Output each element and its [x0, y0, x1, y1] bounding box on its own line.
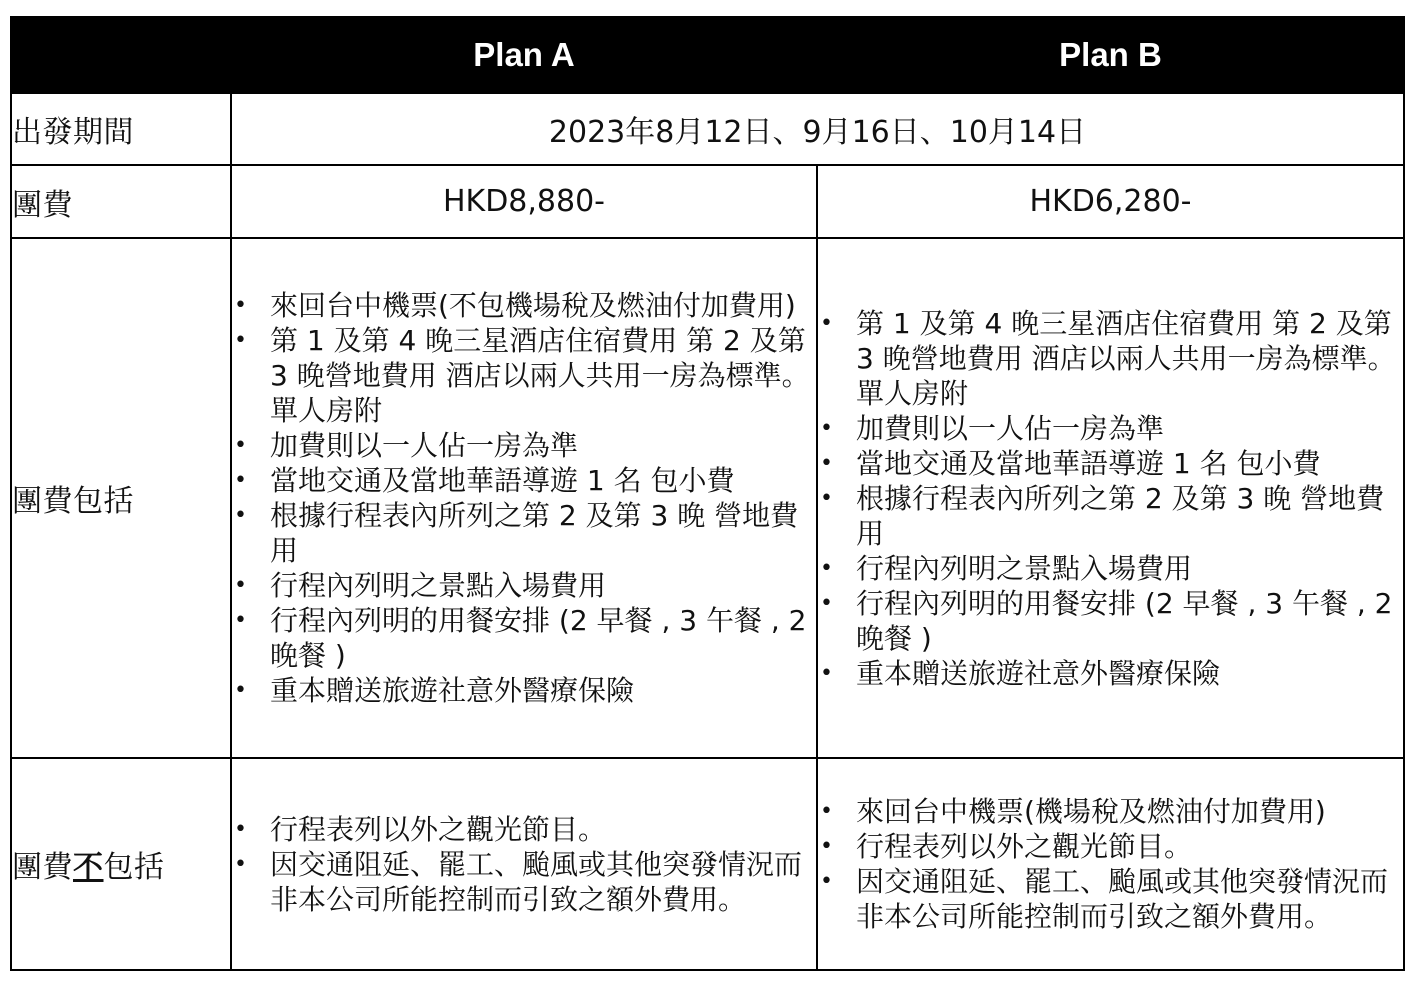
list-item: • 行程內列明之景點入場費用: [818, 551, 1403, 586]
plan-b-header: Plan B: [817, 17, 1404, 93]
excluded-label-prefix: 團費: [12, 850, 73, 885]
header-row: [11, 17, 1404, 93]
list-item: • 因交通阻延、罷工、颱風或其他突發情況而非本公司所能控制而引致之額外費用。: [818, 864, 1403, 934]
list-item: • 第 1 及第 4 晚三星酒店住宿費用 第 2 及第 3 晚營地費用 酒店以兩人共用一房為標準。單人房附: [818, 306, 1403, 411]
list-item: • 當地交通及當地華語導遊 1 名 包小費: [232, 463, 816, 498]
excluded-label-emphasis: 不: [73, 850, 104, 885]
plan-b-included-cell: [817, 238, 1404, 758]
plan-b-excluded-cell: [817, 758, 1404, 970]
list-item: • 來回台中機票(不包機場稅及燃油付加費用): [232, 288, 816, 323]
departure-label: 出發期間: [11, 93, 231, 165]
list-item: • 行程內列明的用餐安排 (2 早餐 , 3 午餐 , 2 晚餐 ): [232, 603, 816, 673]
list-item: • 行程表列以外之觀光節目。: [818, 829, 1403, 864]
list-item: • 行程內列明的用餐安排 (2 早餐 , 3 午餐 , 2晚餐 ): [818, 586, 1403, 656]
plan-b-included-list: [818, 306, 1403, 691]
plan-comparison-table: [10, 16, 1405, 971]
list-item: • 行程內列明之景點入場費用: [232, 568, 816, 603]
plan-a-fee: HKD8,880-: [231, 165, 817, 238]
plan-a-excluded-cell: [231, 758, 817, 970]
included-label: 團費包括: [11, 238, 231, 758]
list-item: • 因交通阻延、罷工、颱風或其他突發情況而非本公司所能控制而引致之額外費用。: [232, 847, 816, 917]
plan-a-header: Plan A: [231, 17, 817, 93]
header-corner: [11, 17, 231, 93]
fee-label: 團費: [11, 165, 231, 238]
list-item: • 重本贈送旅遊社意外醫療保險: [818, 656, 1403, 691]
plan-b-fee: HKD6,280-: [817, 165, 1404, 238]
excluded-row: [11, 758, 1404, 970]
list-item: • 行程表列以外之觀光節目。: [232, 812, 816, 847]
list-item: • 加費則以一人佔一房為準: [232, 428, 816, 463]
plan-b-excluded-list: [818, 794, 1403, 934]
plan-a-included-list: [232, 288, 816, 708]
plan-a-included-cell: [231, 238, 817, 758]
list-item: • 重本贈送旅遊社意外醫療保險: [232, 673, 816, 708]
list-item: • 來回台中機票(機場稅及燃油付加費用): [818, 794, 1403, 829]
list-item: • 當地交通及當地華語導遊 1 名 包小費: [818, 446, 1403, 481]
list-item: • 第 1 及第 4 晚三星酒店住宿費用 第 2 及第 3 晚營地費用 酒店以兩人共用一房為標準。單人房附: [232, 323, 816, 428]
plan-a-excluded-list: [232, 812, 816, 917]
list-item: • 根據行程表內所列之第 2 及第 3 晚 營地費用: [232, 498, 816, 568]
excluded-label-suffix: 包括: [103, 850, 165, 885]
departure-dates: 2023年8月12日、9月16日、10月14日: [231, 93, 1404, 165]
departure-row: [11, 93, 1404, 165]
list-item: • 根據行程表內所列之第 2 及第 3 晚 營地費用: [818, 481, 1403, 551]
list-item: • 加費則以一人佔一房為準: [818, 411, 1403, 446]
fee-row: [11, 165, 1404, 238]
included-row: [11, 238, 1404, 758]
excluded-label: [11, 758, 231, 970]
